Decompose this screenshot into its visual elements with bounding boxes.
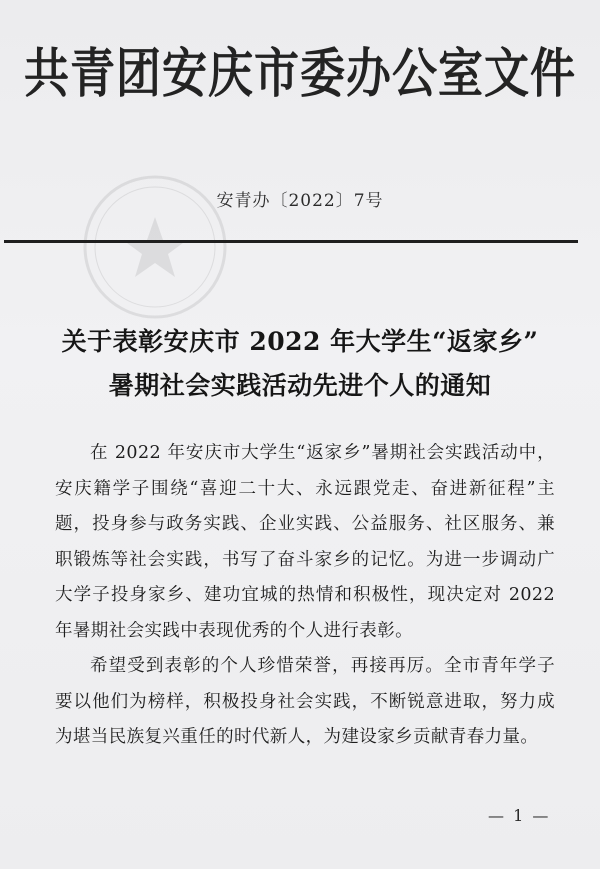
body-paragraph-1: 在 2022 年安庆市大学生“返家乡”暑期社会实践活动中，安庆籍学子围绕“喜迎二十大、永远跟党走、奋进新征程”主题，投身参与政务实践、企业实践、公益服务、社区服务、兼职锻炼等社会实践，书写了奋斗家乡的记忆。为进一步调动广大学子投身家乡、建功宜城的热情和积极性，现决定对 2022 年暑期社会实践中表现优秀的个人进行表彰。 <box>55 443 555 641</box>
page-number: — 1 — <box>488 806 551 825</box>
notice-title-line-2: 暑期社会实践活动先进个人的通知 <box>108 371 492 400</box>
notice-title-line-1: 关于表彰安庆市 2022 年大学生“返家乡” <box>61 327 539 356</box>
header-divider <box>4 240 578 243</box>
notice-body <box>55 436 555 756</box>
body-paragraph-2: 希望受到表彰的个人珍惜荣誉，再接再厉。全市青年学子要以他们为榜样，积极投身社会实践，不断锐意进取，努力成为堪当民族复兴重任的时代新人，为建设家乡贡献青春力量。 <box>55 656 555 747</box>
document-header-title: 共青团安庆市委办公室文件 <box>23 42 576 105</box>
notice-title <box>0 320 600 408</box>
document-number: 安青办〔2022〕7号 <box>216 191 384 211</box>
